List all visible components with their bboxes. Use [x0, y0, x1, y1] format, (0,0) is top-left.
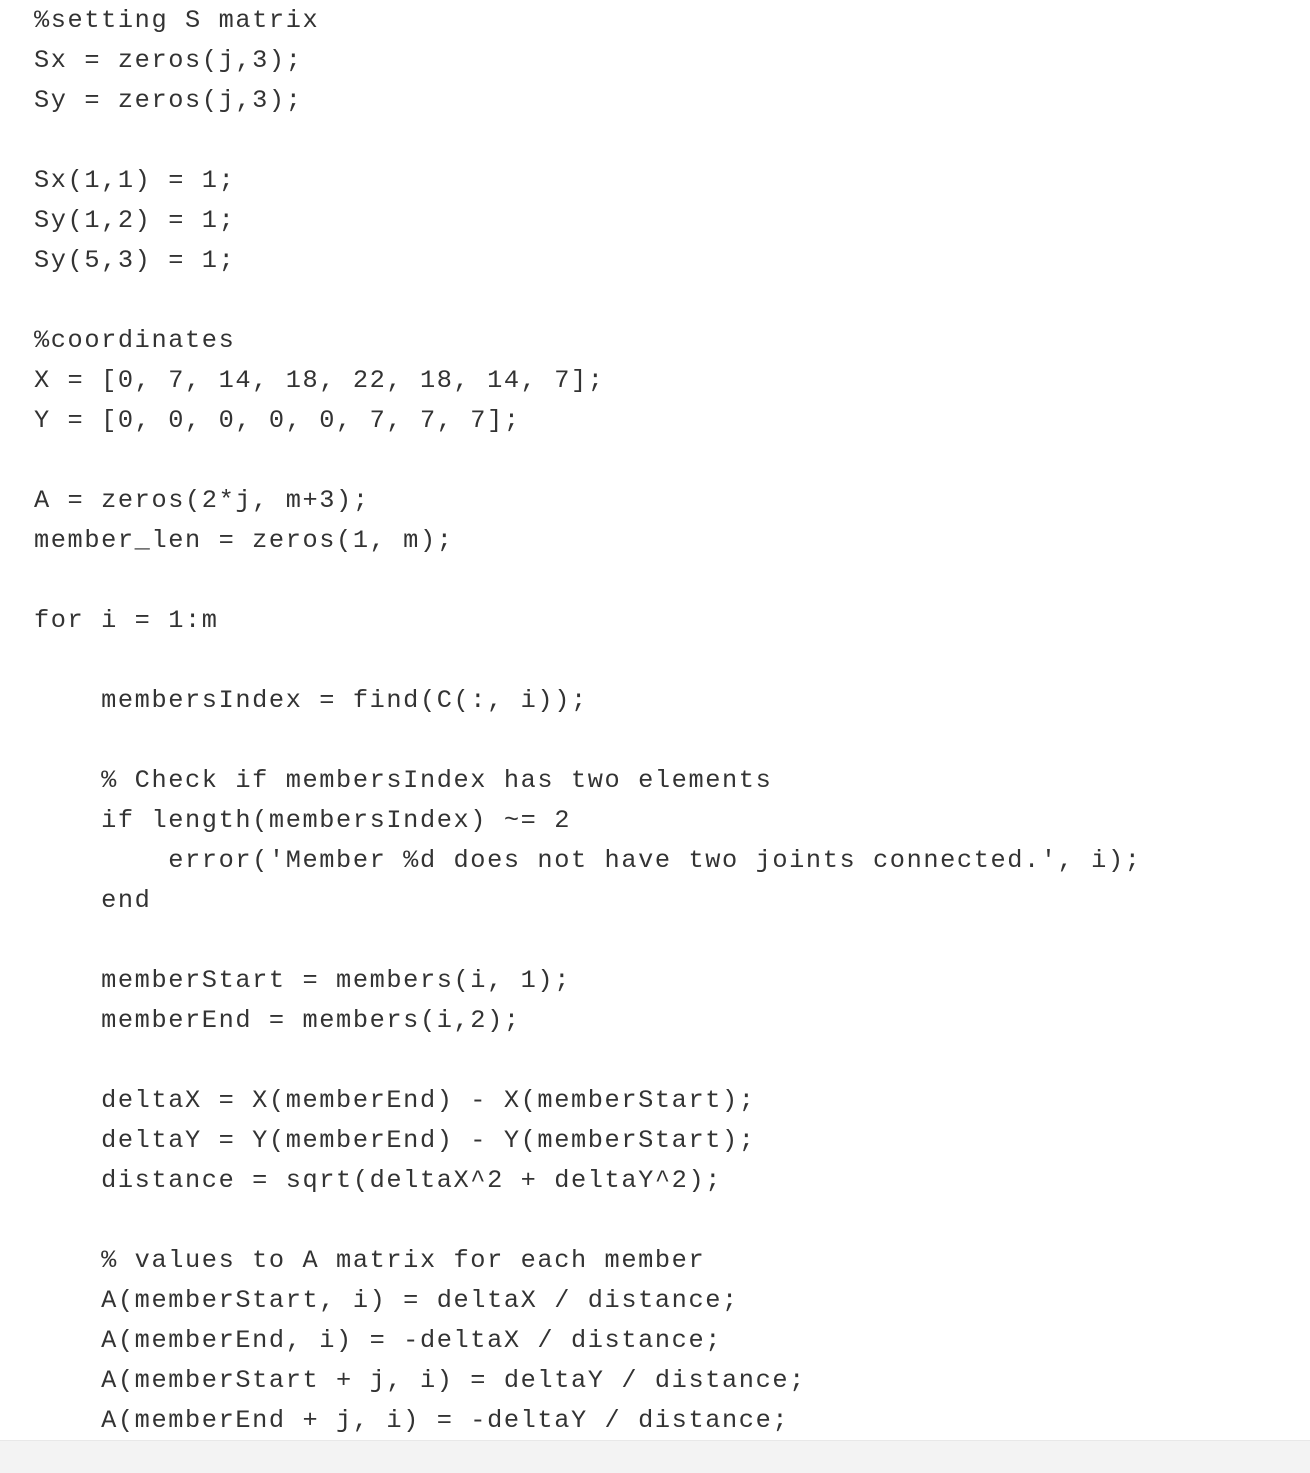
code-line: deltaY = Y(memberEnd) - Y(memberStart);	[34, 1126, 756, 1155]
code-line: Sx(1,1) = 1;	[34, 166, 236, 195]
code-line: end	[34, 886, 152, 915]
code-line: X = [0, 7, 14, 18, 22, 18, 14, 7];	[34, 366, 605, 395]
code-line: % values to A matrix for each member	[34, 1246, 706, 1275]
code-line: %setting S matrix	[34, 6, 320, 35]
code-line: A(memberEnd + j, i) = -deltaY / distance;	[34, 1406, 790, 1435]
code-line: membersIndex = find(C(:, i));	[34, 686, 588, 715]
code-line: memberEnd = members(i,2);	[34, 1006, 521, 1035]
code-line: A(memberStart, i) = deltaX / distance;	[34, 1286, 739, 1315]
code-line: member_len = zeros(1, m);	[34, 526, 454, 555]
bottom-strip	[0, 1440, 1310, 1473]
code-line: A = zeros(2*j, m+3);	[34, 486, 370, 515]
code-line: Y = [0, 0, 0, 0, 0, 7, 7, 7];	[34, 406, 521, 435]
code-line: Sy(5,3) = 1;	[34, 246, 236, 275]
code-line: memberStart = members(i, 1);	[34, 966, 571, 995]
code-line: A(memberEnd, i) = -deltaX / distance;	[34, 1326, 723, 1355]
code-line: distance = sqrt(deltaX^2 + deltaY^2);	[34, 1166, 723, 1195]
code-line: A(memberStart + j, i) = deltaY / distance;	[34, 1366, 806, 1395]
code-line: Sy(1,2) = 1;	[34, 206, 236, 235]
code-line: for i = 1:m	[34, 606, 219, 635]
code-line: Sy = zeros(j,3);	[34, 86, 303, 115]
code-line: Sx = zeros(j,3);	[34, 46, 303, 75]
code-line: error('Member %d does not have two joints connected.', i);	[34, 846, 1142, 875]
code-line: % Check if membersIndex has two elements	[34, 766, 773, 795]
code-line: if length(membersIndex) ~= 2	[34, 806, 571, 835]
code-line: %coordinates	[34, 326, 236, 355]
code-line: deltaX = X(memberEnd) - X(memberStart);	[34, 1086, 756, 1115]
